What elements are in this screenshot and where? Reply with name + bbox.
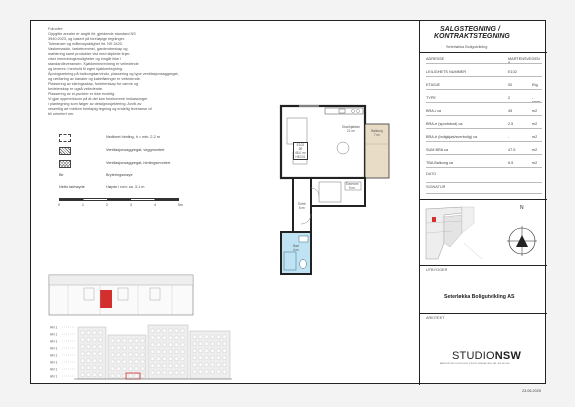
elevation-window (175, 350, 178, 354)
signature-label: SIGNATUR (426, 185, 446, 189)
legend-label-ceiling: Nedforet himling, h = min. 2,2 m (106, 135, 160, 139)
elevation-window (135, 367, 138, 371)
footnote-line: Vaskemaskin, tørketrommel, garderobeskap og (48, 47, 128, 51)
title-line2: KONTRAKTSTEGNING (434, 33, 510, 40)
elevation-window (135, 339, 138, 343)
unit-area: 45.0 m² (295, 151, 306, 155)
elevation-window (211, 370, 214, 374)
legend-hatch-b-symbol (59, 160, 71, 168)
elevation-window (175, 364, 178, 368)
footnote-line: Åpningsretning på balkongdør/vindu, plassering og type ventilasjonsaggregat, (48, 72, 179, 76)
elevation-window (163, 343, 166, 347)
title-row-label: SUM BRA ca (426, 148, 449, 152)
elevation-window (163, 336, 166, 340)
elevation-window (157, 350, 160, 354)
elevation-window (111, 367, 114, 371)
elevation-window (205, 349, 208, 353)
elevation-window (169, 364, 172, 368)
title-row (426, 148, 542, 152)
room-living-name: Stue/kjøkken (341, 125, 361, 129)
title-row-rule (426, 76, 542, 77)
footnote-line: Vi gjør oppmerksom på at det kan forekomme innkassinger (48, 97, 148, 101)
elevation-window (181, 364, 184, 368)
title-row-unit: m2 (532, 122, 538, 126)
elevation-level-label: HN 1 (50, 339, 58, 344)
elevation-window (123, 353, 126, 357)
elevation-window (223, 356, 226, 360)
elevation-window (211, 342, 214, 346)
developer-name: Seterløkka Boligutvikling AS (444, 294, 515, 300)
elevation-window (111, 346, 114, 350)
elevation-window (175, 371, 178, 375)
elevation-window (129, 353, 132, 357)
footnote-line: Toleranser og målenøyaktighet iht. NS 3420. (48, 42, 123, 46)
elevation-window (135, 374, 138, 378)
elevation-window (199, 349, 202, 353)
title-row-label: ETASJE (426, 83, 441, 87)
elevation-window (181, 350, 184, 354)
key-plan-north-block (49, 275, 193, 285)
elevation-window (193, 349, 196, 353)
elevation-window (151, 343, 154, 347)
elevation-window (123, 339, 126, 343)
elevation-window (151, 357, 154, 361)
title-row-label: TBA Balkong ca (426, 161, 454, 165)
scale-tick-label: 1 (82, 203, 84, 207)
elevation-window (199, 363, 202, 367)
elevation-window (99, 373, 102, 377)
elevation-window (157, 357, 160, 361)
legend-dashed-symbol (59, 134, 71, 142)
elevation-level-label: HN 1 (50, 374, 58, 379)
room-bath-area: 4 m² (292, 248, 300, 252)
elevation-window (81, 338, 84, 342)
scale-bar (58, 198, 183, 212)
developer-label: UTBYGGER (426, 268, 448, 272)
scale-tick-label: 5m (178, 203, 183, 207)
elevation-window (151, 364, 154, 368)
elevation-window (93, 366, 96, 370)
elevation-level-label: HN 1 (50, 353, 58, 358)
elevation-window (93, 331, 96, 335)
elevation-window (181, 371, 184, 375)
title-row-label: BRA-b (boligkjøk/sverbolig) ca (426, 135, 478, 139)
elevation-window (93, 338, 96, 342)
elevation-window (99, 331, 102, 335)
elevation-window (135, 360, 138, 364)
elevation-window (93, 373, 96, 377)
elevation-window (157, 329, 160, 333)
issue-date: 23.06.2025 (522, 389, 542, 393)
title-row-value: 6.5 (508, 161, 514, 165)
elevation-window (163, 357, 166, 361)
footnote-line: bli orientert om. (48, 112, 75, 116)
title-row-value: 00 (508, 83, 513, 87)
elevation-window (141, 360, 144, 364)
elevation-window (181, 329, 184, 333)
legend-label-height: Høyde i rom: ca. 3,1 m (106, 185, 145, 189)
elevation-window (223, 342, 226, 346)
elevation-window (163, 364, 166, 368)
elevation-window (199, 342, 202, 346)
title-row (426, 96, 542, 104)
title-row-label: TYPE (426, 96, 436, 100)
elevation-window (217, 363, 220, 367)
elevation-window (151, 350, 154, 354)
elevation-window (211, 356, 214, 360)
title-row-unit: - roms (532, 96, 541, 104)
architect-tagline: ARKITEKTUR OG BYGG BY STUDIO NSW AS ORG. NR. 000 000 000 (440, 363, 510, 365)
elevation-window (111, 353, 114, 357)
title-row (426, 83, 542, 87)
elevation-window (129, 339, 132, 343)
title-row-value: - (508, 135, 510, 139)
elevation-window (151, 371, 154, 375)
room-living-area: 21 m² (346, 129, 356, 133)
elevation-window (175, 336, 178, 340)
elevation-window (157, 364, 160, 368)
legend-prefix-height: Netto takhøyde (59, 185, 85, 189)
legend-symbol-bir: Bir (59, 173, 64, 177)
elevation-level-label: HN 1 (50, 325, 58, 330)
room-bedroom (337, 182, 367, 190)
elevation-window (169, 336, 172, 340)
title-row-rule (426, 115, 542, 116)
footnote-line: Plassering av el-punkter er ikke endelig. (48, 92, 116, 96)
unit-rooms: 2ff (298, 147, 303, 151)
room-balcony (365, 129, 389, 137)
legend-label-vent-wall: Ventilasjonsaggregat, veggmontert (106, 148, 165, 152)
title-row-value: MARTENSVEGEN 8 (508, 57, 540, 65)
elevation-window (129, 346, 132, 350)
title-row-unit: m2 (532, 109, 538, 113)
site-unit-highlight (432, 217, 436, 222)
elevation-window (129, 360, 132, 364)
title-row-value: 2 (508, 96, 511, 100)
scale-tick-label: 0 (58, 203, 60, 207)
title-row-rule (426, 141, 542, 142)
north-label: N (520, 205, 524, 211)
elevation-window (199, 335, 202, 339)
elevation-window (181, 343, 184, 347)
legend-label-vent-ceiling: Ventilasjonsaggregat, himlingsmontert (106, 161, 171, 165)
title-row-rule (426, 167, 542, 168)
elevation-window (217, 342, 220, 346)
toilet (300, 260, 307, 269)
room-bath (283, 244, 309, 252)
elevation-window (193, 363, 196, 367)
footnote-line: 3940:2023, og basert på foreløpige tegninger. (48, 37, 125, 41)
elevation-window (87, 338, 90, 342)
elevation-window (157, 371, 160, 375)
elevation-window (163, 350, 166, 354)
footnote-line: standardleveransen. Kjøkkeninnredning er veiledende (48, 62, 139, 66)
title-row (426, 122, 542, 126)
elevation-window (223, 349, 226, 353)
title-block (419, 21, 547, 385)
room-bath-name: Bad (293, 244, 299, 248)
elevation-window (111, 374, 114, 378)
elevation-window (87, 331, 90, 335)
elevation-window (157, 336, 160, 340)
elevation-window (217, 356, 220, 360)
title-row-rule (426, 63, 542, 64)
elevation-level-label: HN 1 (50, 360, 58, 365)
room-bedroom-name: Soverom (345, 182, 359, 186)
elevation-window (223, 370, 226, 374)
elevation-window (181, 357, 184, 361)
title-line1: SALGSTEGNING / (440, 26, 500, 33)
room-balcony-area: 7 m² (373, 133, 381, 137)
elevation-window (117, 360, 120, 364)
elevation-window (141, 353, 144, 357)
elevation-window (199, 370, 202, 374)
elevation-window (81, 345, 84, 349)
title-row-unit: m2 (532, 148, 538, 152)
title-row-rule (426, 154, 542, 155)
legend (59, 134, 209, 204)
elevation-window (169, 329, 172, 333)
elevation-window (87, 359, 90, 363)
scale-tick-label: 4 (154, 203, 156, 207)
elevation-window (199, 356, 202, 360)
elevation-window (175, 343, 178, 347)
footnote-line: vesentlig art mellom foreløpig tegning og endelig leveranse vil (48, 107, 152, 111)
title-row-label: LEILIGHETS NUMMER (426, 70, 467, 74)
elevation-window (129, 367, 132, 371)
footnote-line: Fotnoter: (48, 27, 64, 31)
elevation-window (217, 370, 220, 374)
elevation-window (117, 346, 120, 350)
elevation-window (87, 345, 90, 349)
site-building-b (444, 215, 462, 247)
elevation-window (223, 335, 226, 339)
drawing-sheet (30, 20, 546, 384)
elevation-window (175, 329, 178, 333)
elevation-window (169, 371, 172, 375)
elevation-window (129, 374, 132, 378)
title-row-value: E102 (508, 70, 517, 74)
footnote-line: møblering samt produkter vist med stiplede linjer, (48, 52, 131, 56)
elevation-window (123, 360, 126, 364)
elevation-window (141, 374, 144, 378)
elevation-window (135, 346, 138, 350)
elevation-window (157, 343, 160, 347)
elevation-window (223, 363, 226, 367)
title-row-rule (426, 128, 542, 129)
project-name: Seterløkka Boligutvikling (446, 45, 488, 49)
title-row (426, 70, 542, 74)
elevation-window (169, 350, 172, 354)
title-row (426, 135, 542, 139)
footnote-line: fordelerskap er også veiledende. (48, 87, 104, 91)
elevation-window (217, 335, 220, 339)
title-row (426, 57, 542, 65)
elevation-window (99, 359, 102, 363)
elevation-window (81, 352, 84, 356)
elevation-level-label: HN 1 (50, 346, 58, 351)
elevation-window (169, 357, 172, 361)
elevation-window (175, 357, 178, 361)
scale-tick-label: 3 (130, 203, 132, 207)
legend-hatch-a-symbol (59, 147, 71, 155)
footnotes (48, 27, 198, 117)
elevation (48, 321, 233, 383)
elevation-window (135, 353, 138, 357)
elevation-window (211, 363, 214, 367)
elevation-window (151, 336, 154, 340)
elevation-window (81, 331, 84, 335)
footnote-line: viser innredningsmuligheter og inngår ikke i (48, 57, 122, 61)
title-row-unit: m2 (532, 135, 538, 139)
title-row-value: 47.5 (508, 148, 516, 152)
elevation-window (211, 349, 214, 353)
site-building-c (462, 207, 474, 233)
title-row-label: BRA-e (sportsbod) ca (426, 122, 463, 126)
room-entry (293, 202, 311, 210)
elevation-window (117, 353, 120, 357)
elevation-window (123, 374, 126, 378)
elevation-window (99, 366, 102, 370)
key-plan-unit-highlight (100, 290, 112, 308)
footnote-line: og leveres i henhold til egen kjøkkentegning. (48, 67, 123, 71)
elevation-window (99, 345, 102, 349)
elevation-window (211, 335, 214, 339)
key-plan (48, 274, 194, 316)
architect-logo-b: NSW (494, 350, 522, 362)
footnote-line: Plassering av sikringsskap, fordelerskap for varme og (48, 82, 139, 86)
elevation-window (141, 367, 144, 371)
unit-label: E102 (296, 143, 305, 147)
title-row-label: ADRESSE (426, 57, 445, 61)
title-row-unit: Etg (532, 83, 538, 87)
date-label: DATO (426, 172, 437, 176)
elevation-window (205, 356, 208, 360)
elevation-window (193, 335, 196, 339)
room-bedroom-area: 9 m² (348, 186, 356, 190)
footnote-line: Oppgitte arealer er angitt iht. gjeldende standard NS (48, 32, 136, 36)
elevation-window (117, 374, 120, 378)
elevation-window (205, 363, 208, 367)
elevation-window (123, 367, 126, 371)
title-row (426, 109, 542, 113)
elevation-window (217, 349, 220, 353)
unit-label-box (293, 142, 308, 160)
room-entry-area: 5 m² (298, 206, 306, 210)
title-row-value: 45 (508, 109, 513, 113)
elevation-window (117, 367, 120, 371)
room-entry-name: Entré (298, 202, 306, 206)
elevation-window (193, 342, 196, 346)
elevation-window (111, 360, 114, 364)
elevation-window (117, 339, 120, 343)
elevation-window (205, 370, 208, 374)
elevation-window (111, 339, 114, 343)
title-row (426, 161, 542, 165)
elevation-window (151, 329, 154, 333)
elevation-window (81, 366, 84, 370)
elevation-window (163, 329, 166, 333)
architect-label: ARKITEKT (426, 316, 445, 320)
elevation-window (193, 370, 196, 374)
elevation-level-label: HN 1 (50, 332, 58, 337)
elevation-window (93, 352, 96, 356)
title-row-label: BRA-i ca (426, 109, 441, 113)
elevation-window (123, 346, 126, 350)
elevation-window (169, 343, 172, 347)
unit-id-b: HE101 (295, 155, 306, 159)
elevation-window (87, 373, 90, 377)
elevation-window (181, 336, 184, 340)
elevation-window (81, 359, 84, 363)
title-row-value: 2.5 (508, 122, 514, 126)
title-row-unit: m2 (532, 161, 538, 165)
architect-logo-a: STUDIO (452, 350, 495, 362)
north-arrow (504, 217, 540, 259)
elevation-window (81, 373, 84, 377)
elevation-window (93, 359, 96, 363)
scale-bar-graphic (59, 198, 179, 201)
elevation-level-label: HN 1 (50, 367, 58, 372)
elevation-window (163, 371, 166, 375)
legend-label-breaker: Bryteringsmøye (106, 173, 133, 177)
room-balcony-name: Balkong (371, 129, 383, 133)
architect-logo (452, 350, 521, 362)
elevation-window (93, 345, 96, 349)
title-row-rule (426, 102, 542, 103)
footnote-line: i plantegning som følger av detaljprosjektering. Avvik av (48, 102, 142, 106)
elevation-window (205, 335, 208, 339)
scale-tick-label: 2 (106, 203, 108, 207)
elevation-window (205, 342, 208, 346)
elevation-window (141, 339, 144, 343)
title-row-rule (426, 89, 542, 90)
elevation-window (99, 352, 102, 356)
elevation-window (193, 356, 196, 360)
washbasin (299, 236, 308, 242)
elevation-window (141, 346, 144, 350)
footnote-line: og rør/føring av kanaler og kabelføringer er veiledende. (48, 77, 141, 81)
elevation-window (87, 366, 90, 370)
elevation-window (87, 352, 90, 356)
elevation-window (99, 338, 102, 342)
